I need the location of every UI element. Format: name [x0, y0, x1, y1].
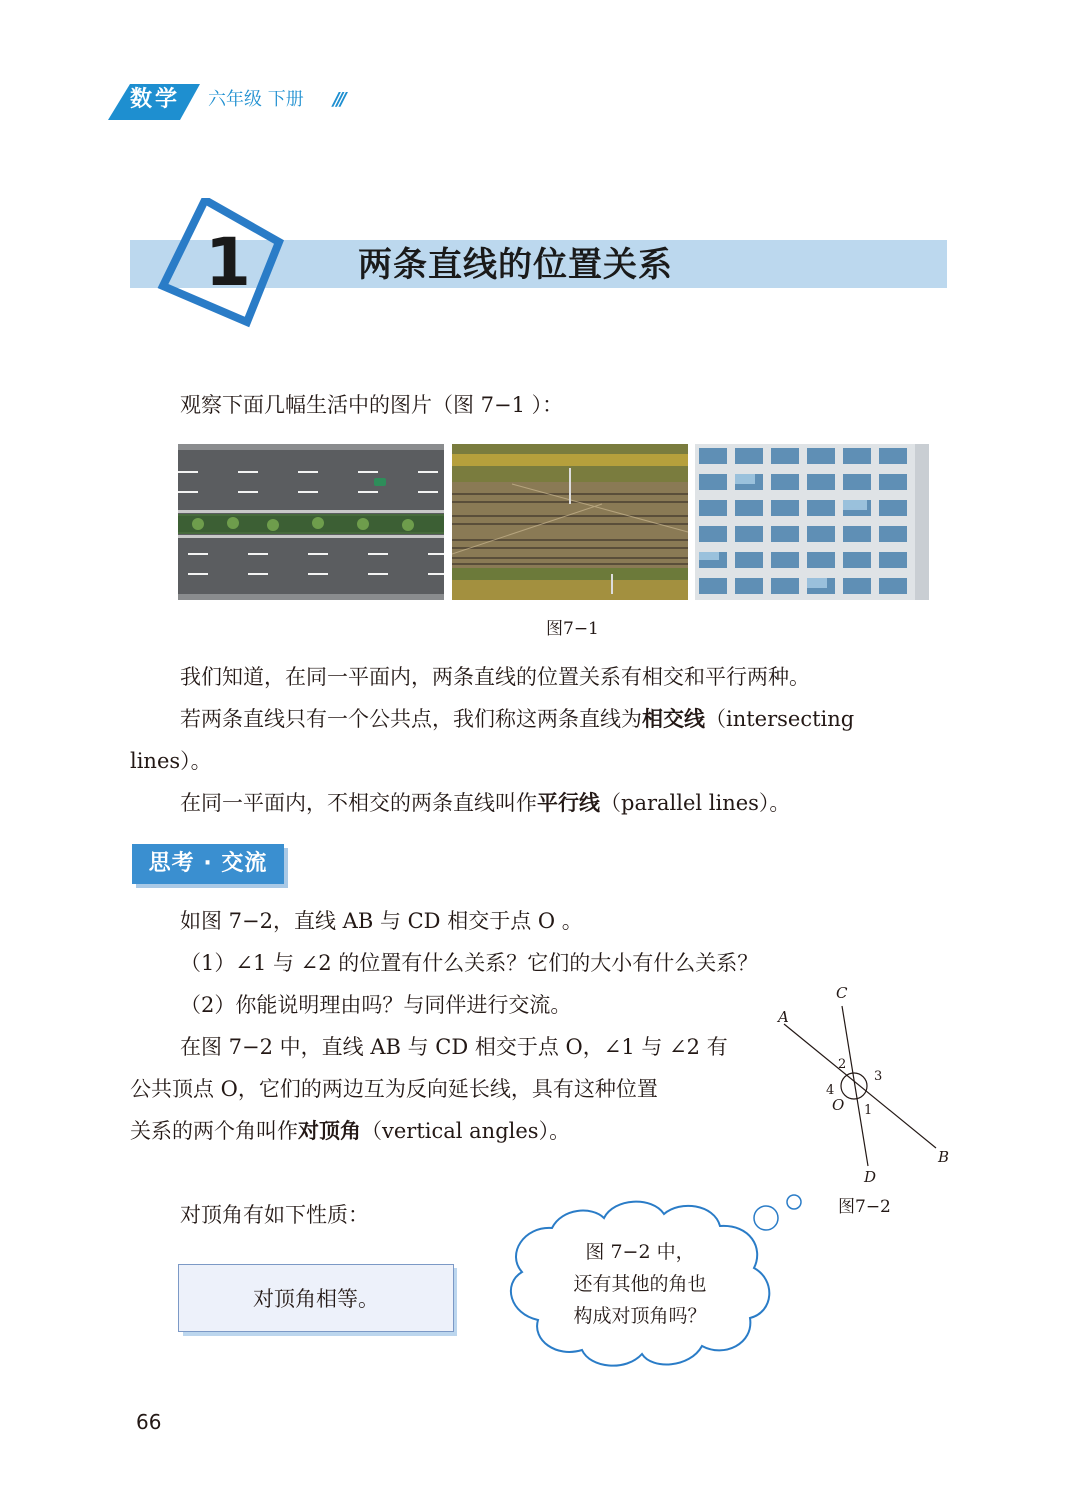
paragraph-parallel: 在同一平面内，不相交的两条直线叫作平行线（parallel lines）。 — [180, 791, 791, 815]
discussion-tag: 思考 · 交流 — [132, 844, 284, 884]
header-subject: 数学 — [129, 87, 180, 112]
cloud-line-1: 图 7−2 中， — [585, 1241, 695, 1263]
page-number: 66 — [136, 1410, 162, 1434]
header-grade: 六年级 下册 — [208, 89, 304, 110]
term-intersecting: 相交线 — [642, 707, 705, 731]
label-angle-2: 2 — [838, 1057, 847, 1072]
figure1-caption: 图7−1 — [546, 619, 599, 639]
label-c: C — [836, 984, 848, 1002]
property-box: 对顶角相等。 — [178, 1264, 454, 1332]
label-o: O — [832, 1096, 845, 1114]
building-photo — [695, 444, 929, 600]
paragraph-relations: 我们知道，在同一平面内，两条直线的位置关系有相交和平行两种。 — [180, 665, 810, 689]
term-vertical-angles: 对顶角 — [298, 1119, 361, 1143]
discussion-prompt: 如图 7−2，直线 AB 与 CD 相交于点 O 。 — [180, 909, 583, 933]
line-cd — [842, 1006, 868, 1166]
paragraph-intersecting-cont: lines）。 — [130, 749, 212, 773]
figure2-caption: 图7−2 — [838, 1197, 891, 1217]
discussion-question-1: （1）∠1 与 ∠2 的位置有什么关系？它们的大小有什么关系？ — [180, 951, 759, 975]
section-number: 1 — [205, 224, 251, 301]
cloud-line-3: 构成对顶角吗？ — [573, 1305, 707, 1327]
figure2-diagram — [770, 980, 960, 1190]
label-a: A — [778, 1008, 789, 1026]
definition-line-3: 关系的两个角叫作对顶角（vertical angles）。 — [130, 1119, 571, 1143]
definition-line-1: 在图 7−2 中，直线 AB 与 CD 相交于点 O，∠1 与 ∠2 有 — [180, 1035, 728, 1059]
discussion-question-2: （2）你能说明理由吗？与同伴进行交流。 — [180, 993, 572, 1017]
label-angle-1: 1 — [864, 1103, 873, 1118]
paragraph-intersecting: 若两条直线只有一个公共点，我们称这两条直线为相交线（intersecting — [180, 707, 855, 731]
header-slashes: /// — [333, 89, 344, 110]
section-title: 两条直线的位置关系 — [358, 245, 673, 285]
label-d: D — [864, 1168, 877, 1186]
term-parallel: 平行线 — [537, 791, 600, 815]
highway-photo — [178, 444, 444, 600]
definition-line-2: 公共顶点 O，它们的两边互为反向延长线，具有这种位置 — [130, 1077, 658, 1101]
label-b: B — [938, 1148, 950, 1166]
label-angle-4: 4 — [826, 1083, 835, 1098]
cloud-question — [540, 1236, 740, 1332]
line-ab — [784, 1024, 936, 1148]
intro-text: 观察下面几幅生活中的图片（图 7−1 ）： — [180, 393, 564, 417]
property-intro: 对顶角有如下性质： — [180, 1203, 369, 1227]
railway-photo — [452, 444, 688, 600]
cloud-line-2: 还有其他的角也 — [573, 1273, 707, 1295]
label-angle-3: 3 — [874, 1069, 883, 1084]
